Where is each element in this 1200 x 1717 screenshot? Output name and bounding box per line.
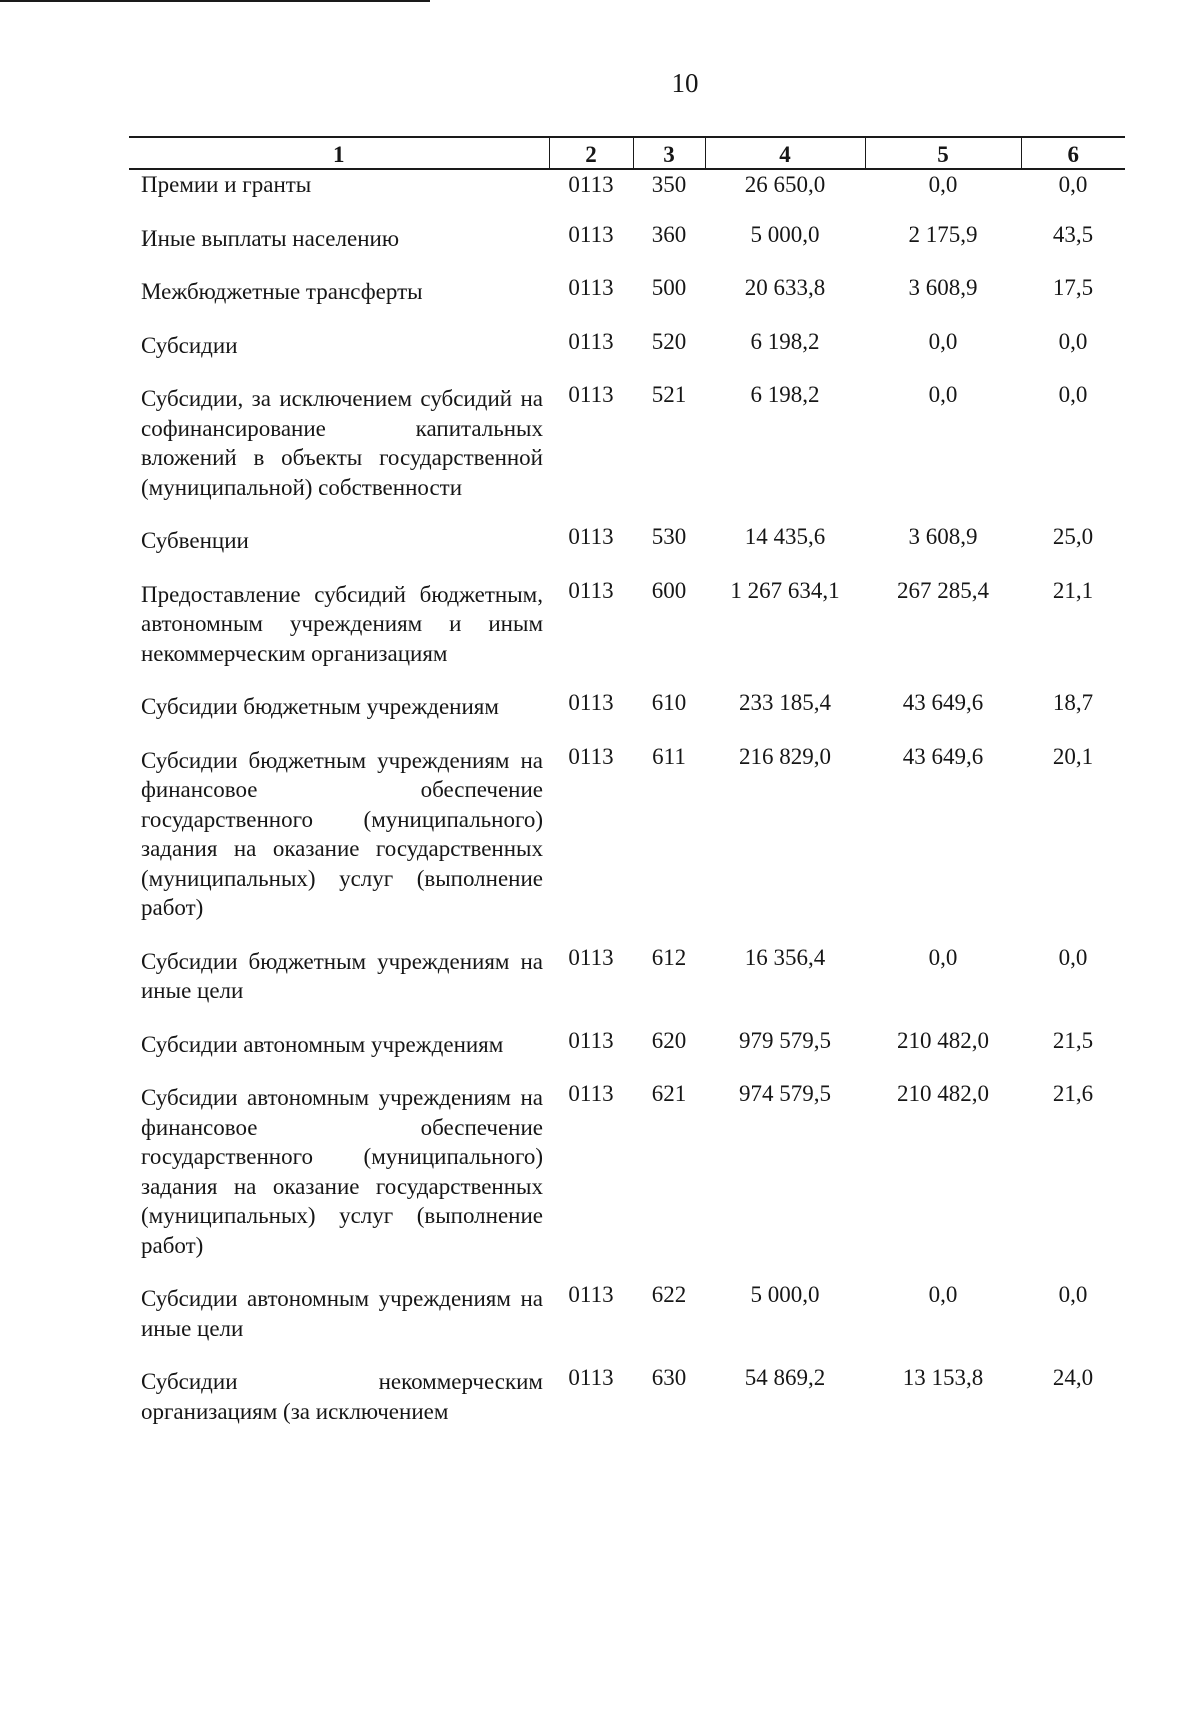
row-expense-code: 600 <box>651 577 687 603</box>
row-executed-amount: 13 153,8 <box>902 1365 984 1390</box>
row-name: Субсидии, за исключением субсидий на софинансирование капитальных вложений в объекты государственной (муниципальной) собственности <box>141 386 543 500</box>
row-section-code: 0113 <box>568 1081 614 1106</box>
row-percent: 0,0 <box>1058 944 1088 970</box>
row-executed-amount: 0,0 <box>928 328 958 354</box>
row-section-code: 0113 <box>568 221 614 247</box>
row-expense-code: 350 <box>651 172 687 197</box>
row-plan-amount: 979 579,5 <box>739 1027 831 1053</box>
row-plan-amount: 5 000,0 <box>750 221 820 247</box>
row-plan-amount: 1 267 634,1 <box>730 577 840 603</box>
row-expense-code: 630 <box>651 1365 687 1390</box>
row-section-code: 0113 <box>568 690 614 715</box>
row-name: Субсидии автономным учреждениям на финансовое обеспечение государственного (муниципального) задания на оказание государственных (муниципальных) услуг (выполнение работ) <box>141 1085 543 1258</box>
table-row <box>129 327 1125 381</box>
row-section-code: 0113 <box>568 944 614 970</box>
row-name: Субсидии бюджетным учреждениям на иные цели <box>141 948 543 1003</box>
table-row <box>129 1079 1125 1280</box>
row-section-code: 0113 <box>568 577 614 603</box>
header-col-1: 1 <box>129 137 549 169</box>
table-row <box>129 273 1125 327</box>
row-section-code: 0113 <box>568 172 614 197</box>
row-plan-amount: 20 633,8 <box>744 275 826 300</box>
top-border-line <box>0 0 430 2</box>
row-executed-amount: 0,0 <box>928 172 958 197</box>
row-plan-amount: 14 435,6 <box>744 524 826 549</box>
row-percent: 0,0 <box>1058 1282 1088 1307</box>
row-executed-amount: 210 482,0 <box>897 1027 989 1053</box>
table-row <box>129 943 1125 1026</box>
table-row <box>129 742 1125 943</box>
row-percent: 21,1 <box>1052 577 1094 603</box>
row-executed-amount: 0,0 <box>928 944 958 970</box>
row-name: Предоставление субсидий бюджетным, автономным учреждениям и иным некоммерческим организациям <box>141 581 543 666</box>
header-col-3: 3 <box>633 137 705 169</box>
table-row <box>129 522 1125 576</box>
row-expense-code: 621 <box>651 1081 687 1106</box>
row-section-code: 0113 <box>568 275 614 300</box>
row-name: Иные выплаты населению <box>141 225 399 251</box>
row-name: Субсидии бюджетным учреждениям на финансовое обеспечение государственного (муниципального) задания на оказание государственных (муниципальных) услуг (выполнение работ) <box>141 747 543 920</box>
row-percent: 17,5 <box>1052 275 1094 300</box>
row-percent: 0,0 <box>1058 172 1088 197</box>
header-col-5: 5 <box>865 137 1021 169</box>
row-percent: 0,0 <box>1058 382 1088 407</box>
row-name: Субсидии автономным учреждениям <box>141 1031 504 1057</box>
row-section-code: 0113 <box>568 382 614 407</box>
row-percent: 20,1 <box>1052 743 1094 769</box>
row-expense-code: 530 <box>651 524 687 549</box>
row-name: Субвенции <box>141 528 249 553</box>
row-plan-amount: 6 198,2 <box>750 328 820 354</box>
table-row <box>129 1363 1125 1446</box>
table-header-row <box>129 137 1125 169</box>
row-name: Межбюджетные трансферты <box>141 279 423 304</box>
row-expense-code: 521 <box>651 382 687 407</box>
table-body <box>129 169 1125 1446</box>
row-executed-amount: 0,0 <box>928 1282 958 1307</box>
table-row <box>129 169 1125 220</box>
row-section-code: 0113 <box>568 1027 614 1053</box>
row-expense-code: 612 <box>651 944 687 970</box>
row-plan-amount: 54 869,2 <box>744 1365 826 1390</box>
budget-table <box>129 136 1125 1446</box>
table-row <box>129 688 1125 742</box>
row-executed-amount: 210 482,0 <box>897 1081 989 1106</box>
row-executed-amount: 0,0 <box>928 382 958 407</box>
row-section-code: 0113 <box>568 1365 614 1390</box>
table-row <box>129 1280 1125 1363</box>
row-percent: 43,5 <box>1052 221 1094 247</box>
row-section-code: 0113 <box>568 328 614 354</box>
row-plan-amount: 6 198,2 <box>750 382 820 407</box>
row-plan-amount: 233 185,4 <box>739 690 831 715</box>
row-plan-amount: 26 650,0 <box>744 172 826 197</box>
header-col-6: 6 <box>1021 137 1125 169</box>
row-section-code: 0113 <box>568 743 614 769</box>
row-expense-code: 500 <box>651 275 687 300</box>
row-executed-amount: 267 285,4 <box>897 577 989 603</box>
table-header <box>129 137 1125 169</box>
row-percent: 21,5 <box>1052 1027 1094 1053</box>
row-executed-amount: 43 649,6 <box>902 690 984 715</box>
row-percent: 24,0 <box>1052 1365 1094 1390</box>
row-percent: 0,0 <box>1058 328 1088 354</box>
row-section-code: 0113 <box>568 524 614 549</box>
row-plan-amount: 974 579,5 <box>739 1081 831 1106</box>
row-executed-amount: 3 608,9 <box>908 524 978 549</box>
row-plan-amount: 16 356,4 <box>744 944 826 970</box>
table-row <box>129 576 1125 689</box>
row-expense-code: 610 <box>651 690 687 715</box>
row-percent: 21,6 <box>1052 1081 1094 1106</box>
row-expense-code: 622 <box>651 1282 687 1307</box>
row-executed-amount: 43 649,6 <box>902 743 984 769</box>
row-plan-amount: 216 829,0 <box>739 743 831 769</box>
header-col-2: 2 <box>549 137 633 169</box>
row-section-code: 0113 <box>568 1282 614 1307</box>
row-executed-amount: 3 608,9 <box>908 275 978 300</box>
row-name: Субсидии некоммерческим организациям (за исключением <box>141 1369 543 1424</box>
row-expense-code: 520 <box>651 328 687 354</box>
row-name: Субсидии бюджетным учреждениям <box>141 694 499 719</box>
row-percent: 25,0 <box>1052 524 1094 549</box>
row-name: Субсидии автономным учреждениям на иные цели <box>141 1286 543 1341</box>
row-expense-code: 360 <box>651 221 687 247</box>
row-executed-amount: 2 175,9 <box>908 221 978 247</box>
row-plan-amount: 5 000,0 <box>750 1282 820 1307</box>
row-percent: 18,7 <box>1052 690 1094 715</box>
table-row <box>129 1026 1125 1080</box>
row-expense-code: 620 <box>651 1027 687 1053</box>
table-row <box>129 380 1125 522</box>
page-number: 10 <box>671 68 699 98</box>
header-col-4: 4 <box>705 137 865 169</box>
row-name: Премии и гранты <box>141 172 312 197</box>
row-expense-code: 611 <box>652 743 686 769</box>
table-row <box>129 220 1125 274</box>
row-name: Субсидии <box>141 332 238 358</box>
